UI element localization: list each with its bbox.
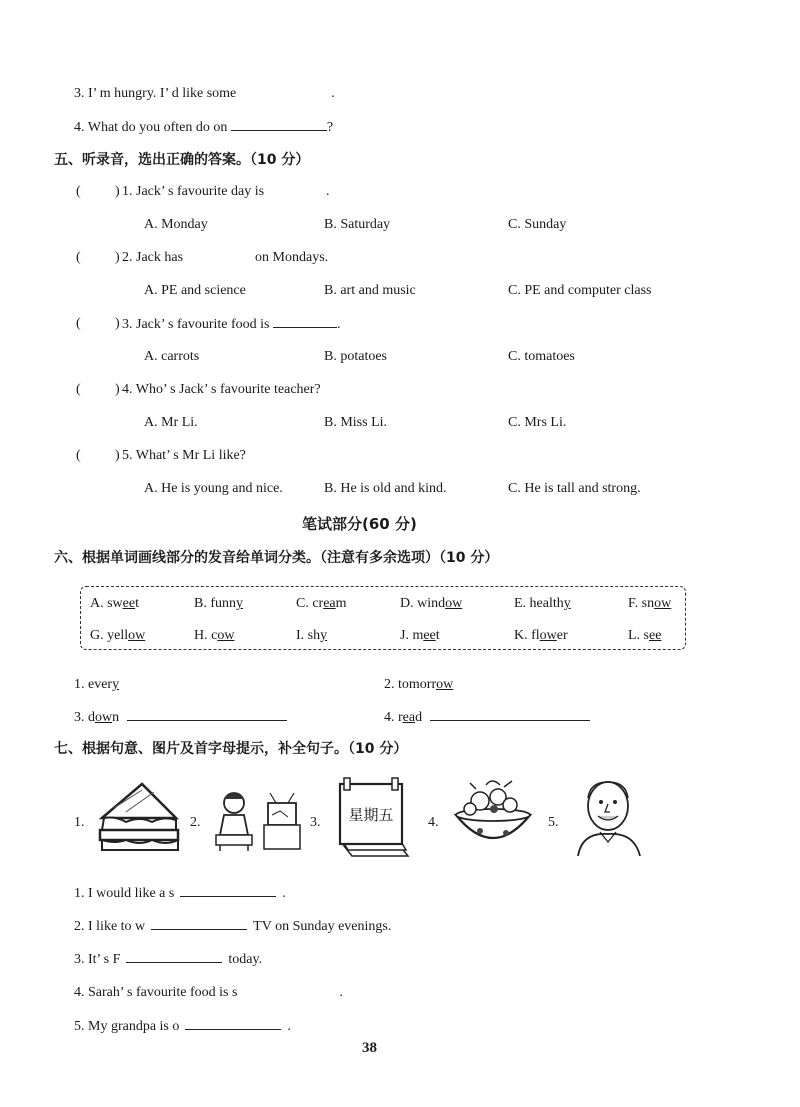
answer-paren-close[interactable]: ) bbox=[115, 184, 120, 199]
answer-paren-open[interactable]: ( bbox=[76, 448, 81, 463]
option-a[interactable]: A. He is young and nice. bbox=[144, 481, 283, 496]
answer-paren-open[interactable]: ( bbox=[76, 382, 81, 397]
option-c[interactable]: C. Mrs Li. bbox=[508, 415, 567, 430]
option-c[interactable]: C. PE and computer class bbox=[508, 283, 652, 298]
answer-paren-open[interactable]: ( bbox=[76, 250, 81, 265]
phonics-answer-line: 3. down bbox=[74, 708, 287, 727]
word-option[interactable]: A. sweet bbox=[90, 596, 139, 611]
word-option[interactable]: E. healthy bbox=[514, 596, 571, 611]
pic-number-1: 1. bbox=[74, 815, 85, 830]
option-b[interactable]: B. Saturday bbox=[324, 217, 391, 232]
item-text: 4. What do you often do on bbox=[74, 120, 228, 135]
answer-paren-close[interactable]: ) bbox=[115, 382, 120, 397]
salad-picture bbox=[450, 775, 536, 859]
option-a[interactable]: A. Monday bbox=[144, 217, 208, 232]
phonics-answer-line: 2. tomorrow bbox=[384, 677, 454, 692]
word-option[interactable]: C. cream bbox=[296, 596, 347, 611]
question-stem: 3. Jack’ s favourite food is . bbox=[122, 317, 341, 332]
answer-paren-close[interactable]: ) bbox=[115, 250, 120, 265]
section5-heading: 五、听录音，选出正确的答案。（10 分） bbox=[54, 152, 310, 168]
phonics-answer-line: 4. read bbox=[384, 708, 590, 727]
grandpa-picture bbox=[574, 776, 644, 856]
word-option[interactable]: F. snow bbox=[628, 596, 672, 611]
question-stem: 1. Jack’ s favourite day is . bbox=[122, 184, 330, 199]
answer-paren-open[interactable]: ( bbox=[76, 316, 81, 331]
sentence-line: 5. My grandpa is o . bbox=[74, 1019, 291, 1034]
pic-number-2: 2. bbox=[190, 815, 201, 830]
sentence-line: 3. It’ s F today. bbox=[74, 952, 263, 967]
question-stem: 5. What’ s Mr Li like? bbox=[122, 448, 246, 463]
word-option[interactable]: K. flower bbox=[514, 628, 568, 643]
option-a[interactable]: A. Mr Li. bbox=[144, 415, 198, 430]
option-b[interactable]: B. Miss Li. bbox=[324, 415, 388, 430]
calendar-friday-picture bbox=[334, 776, 414, 862]
sentence-line: 4. Sarah’ s favourite food is s . bbox=[74, 985, 343, 1000]
written-part-title: 笔试部分(60 分) bbox=[302, 515, 417, 533]
word-option[interactable]: L. see bbox=[628, 628, 662, 643]
answer-paren-open[interactable]: ( bbox=[76, 184, 81, 199]
sandwich-picture bbox=[96, 778, 180, 858]
answer-blank[interactable] bbox=[273, 315, 337, 328]
section7-heading: 七、根据句意、图片及首字母提示，补全句子。（10 分） bbox=[54, 741, 408, 757]
word-option[interactable]: B. funny bbox=[194, 596, 243, 611]
option-a[interactable]: A. carrots bbox=[144, 349, 200, 364]
option-b[interactable]: B. potatoes bbox=[324, 349, 387, 364]
answer-blank[interactable] bbox=[151, 917, 247, 930]
phonics-answer-line: 1. every bbox=[74, 677, 120, 692]
word-option[interactable]: H. cow bbox=[194, 628, 235, 643]
calendar-text: 星期五 bbox=[348, 806, 394, 824]
option-b[interactable]: B. He is old and kind. bbox=[324, 481, 447, 496]
fill-item-3 bbox=[74, 85, 335, 103]
section6-heading: 六、根据单词画线部分的发音给单词分类。（注意有多余选项）（10 分） bbox=[54, 550, 499, 566]
page-number: 38 bbox=[362, 1040, 377, 1056]
question-stem: 4. Who’ s Jack’ s favourite teacher? bbox=[122, 382, 321, 397]
option-a[interactable]: A. PE and science bbox=[144, 283, 246, 298]
answer-blank[interactable] bbox=[127, 708, 287, 721]
answer-blank[interactable] bbox=[231, 118, 327, 131]
pic-number-4: 4. bbox=[428, 815, 439, 830]
item-punct: ? bbox=[326, 120, 334, 135]
fill-item-4 bbox=[74, 118, 333, 137]
option-c[interactable]: C. He is tall and strong. bbox=[508, 481, 641, 496]
word-option[interactable]: G. yellow bbox=[90, 628, 146, 643]
answer-blank[interactable] bbox=[180, 884, 276, 897]
word-option[interactable]: D. window bbox=[400, 596, 463, 611]
sentence-line: 2. I like to w TV on Sunday evenings. bbox=[74, 919, 392, 934]
word-bank-box bbox=[80, 586, 686, 650]
option-b[interactable]: B. art and music bbox=[324, 283, 416, 298]
option-c[interactable]: C. Sunday bbox=[508, 217, 567, 232]
answer-blank[interactable] bbox=[126, 950, 222, 963]
answer-blank[interactable] bbox=[430, 708, 590, 721]
question-stem: 2. Jack has on Mondays. bbox=[122, 250, 329, 265]
pic-number-5: 5. bbox=[548, 815, 559, 830]
answer-paren-close[interactable]: ) bbox=[115, 448, 120, 463]
answer-blank[interactable] bbox=[185, 1017, 281, 1030]
item-text: 3. I’ m hungry. I’ d like some bbox=[74, 86, 237, 101]
answer-paren-close[interactable]: ) bbox=[115, 316, 120, 331]
word-option[interactable]: J. meet bbox=[400, 628, 440, 643]
item-punct: . bbox=[331, 86, 335, 101]
girl-watching-tv-picture bbox=[208, 785, 304, 853]
word-option[interactable]: I. shy bbox=[296, 628, 328, 643]
sentence-line: 1. I would like a s . bbox=[74, 886, 286, 901]
answer-blank[interactable] bbox=[243, 984, 333, 996]
pic-number-3: 3. bbox=[310, 815, 321, 830]
option-c[interactable]: C. tomatoes bbox=[508, 349, 575, 364]
